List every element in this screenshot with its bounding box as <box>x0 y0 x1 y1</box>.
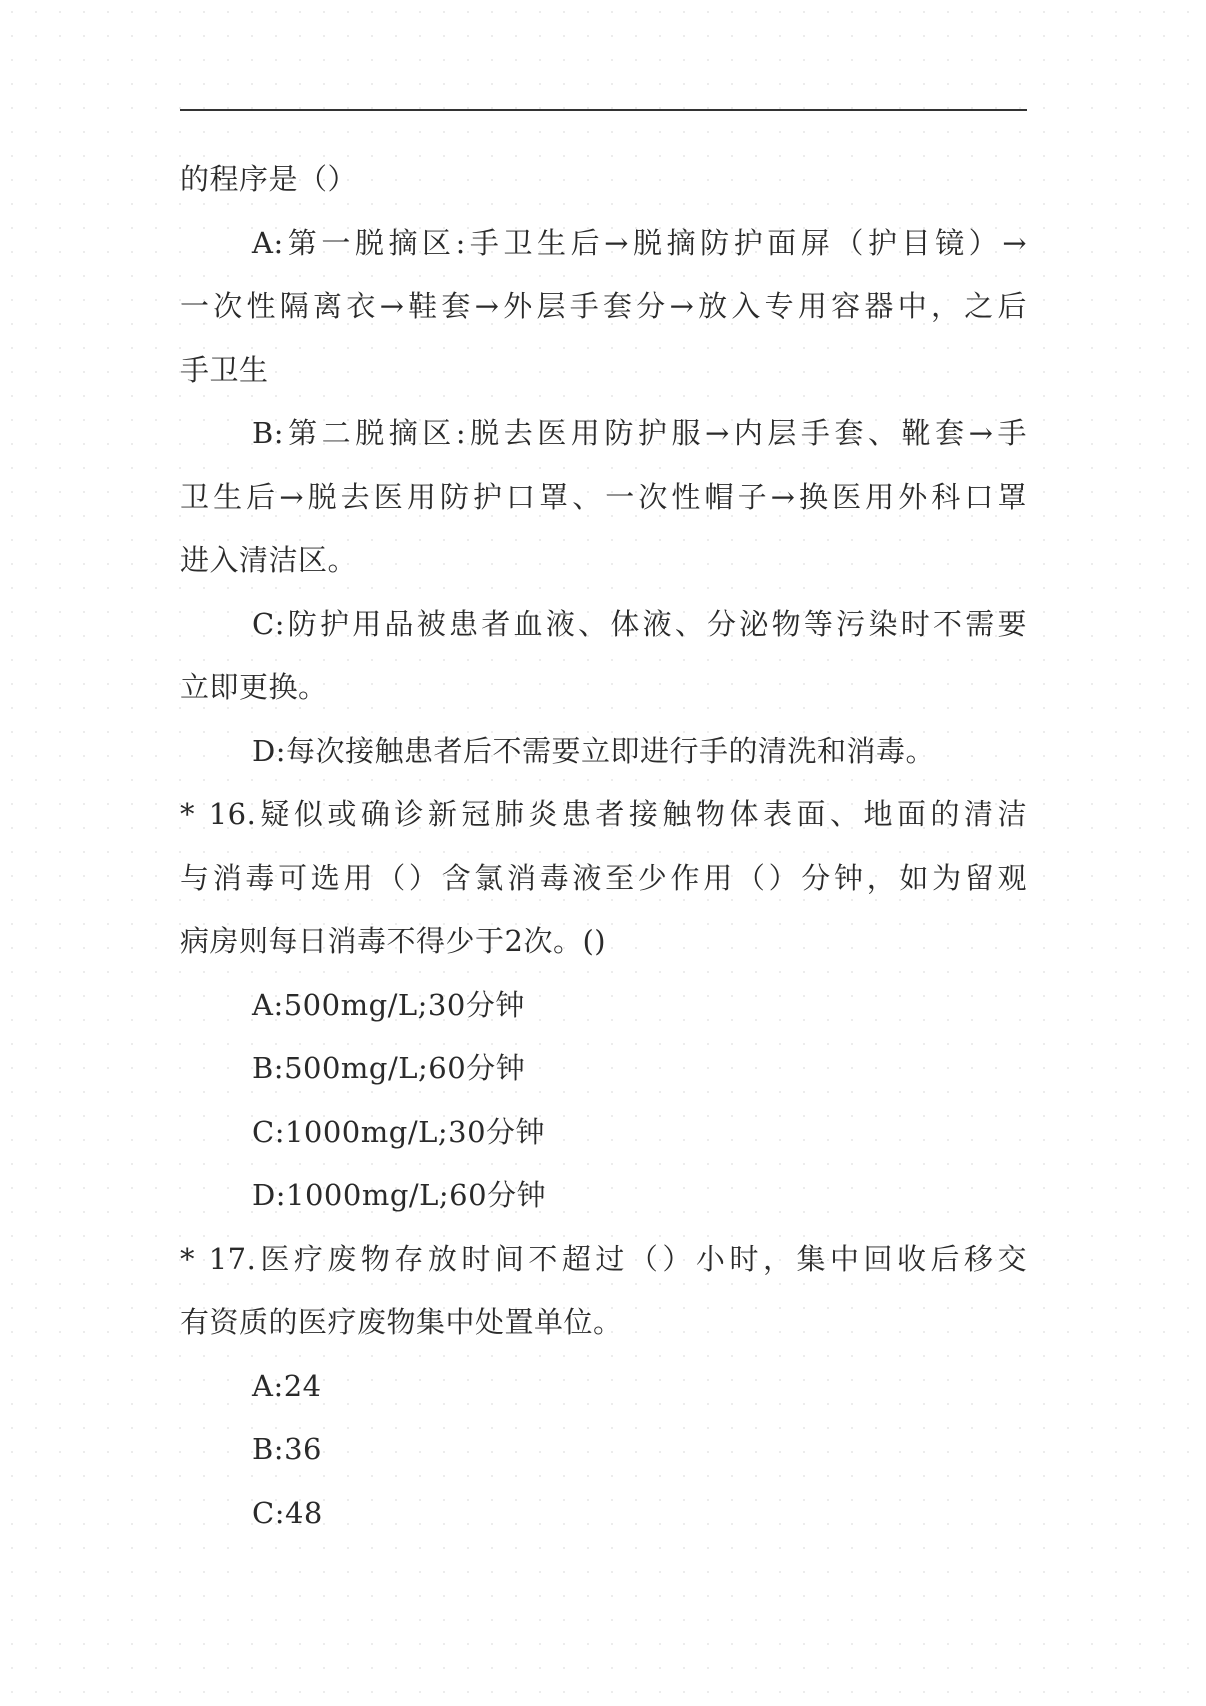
question-16: * 16.疑似或确诊新冠肺炎患者接触物体表面、地面的清洁 <box>180 797 1027 831</box>
option-a-line: A:第一脱摘区:手卫生后→脱摘防护面屏（护目镜）→ <box>252 225 1027 260</box>
text-line: 一次性隔离衣→鞋套→外层手套分→放入专用容器中，之后 <box>180 289 1027 323</box>
text-line: 与消毒可选用（）含氯消毒液至少作用（）分钟，如为留观 <box>180 860 1027 895</box>
text-line: 卫生后→脱去医用防护口罩、一次性帽子→换医用外科口罩 <box>180 479 1027 514</box>
option-d-line: D:每次接触患者后不需要立即进行手的清洗和消毒。 <box>252 733 936 768</box>
option-c-line: C:1000mg/L;30分钟 <box>252 1114 546 1149</box>
text-line: 立即更换。 <box>180 670 328 704</box>
option-a-line: A:500mg/L;30分钟 <box>252 987 525 1022</box>
header-rule <box>180 109 1027 111</box>
option-b-line: B:36 <box>252 1432 322 1466</box>
option-a-line: A:24 <box>252 1368 322 1403</box>
text-line: 手卫生 <box>180 352 269 387</box>
option-b-line: B:500mg/L;60分钟 <box>252 1051 526 1085</box>
text-line: 有资质的医疗废物集中处置单位。 <box>180 1305 623 1339</box>
document-body <box>180 148 1027 1545</box>
text-line: 进入清洁区。 <box>180 543 358 577</box>
option-c-line: C:48 <box>252 1495 323 1530</box>
text-line: 的程序是（） <box>180 162 358 196</box>
option-d-line: D:1000mg/L;60分钟 <box>252 1178 547 1212</box>
option-b-line: B:第二脱摘区:脱去医用防护服→内层手套、靴套→手 <box>252 416 1027 450</box>
question-17: * 17.医疗废物存放时间不超过（）小时，集中回收后移交 <box>180 1241 1027 1276</box>
option-c-line: C:防护用品被患者血液、体液、分泌物等污染时不需要 <box>252 606 1027 641</box>
text-line: 病房则每日消毒不得少于2次。() <box>180 924 607 958</box>
